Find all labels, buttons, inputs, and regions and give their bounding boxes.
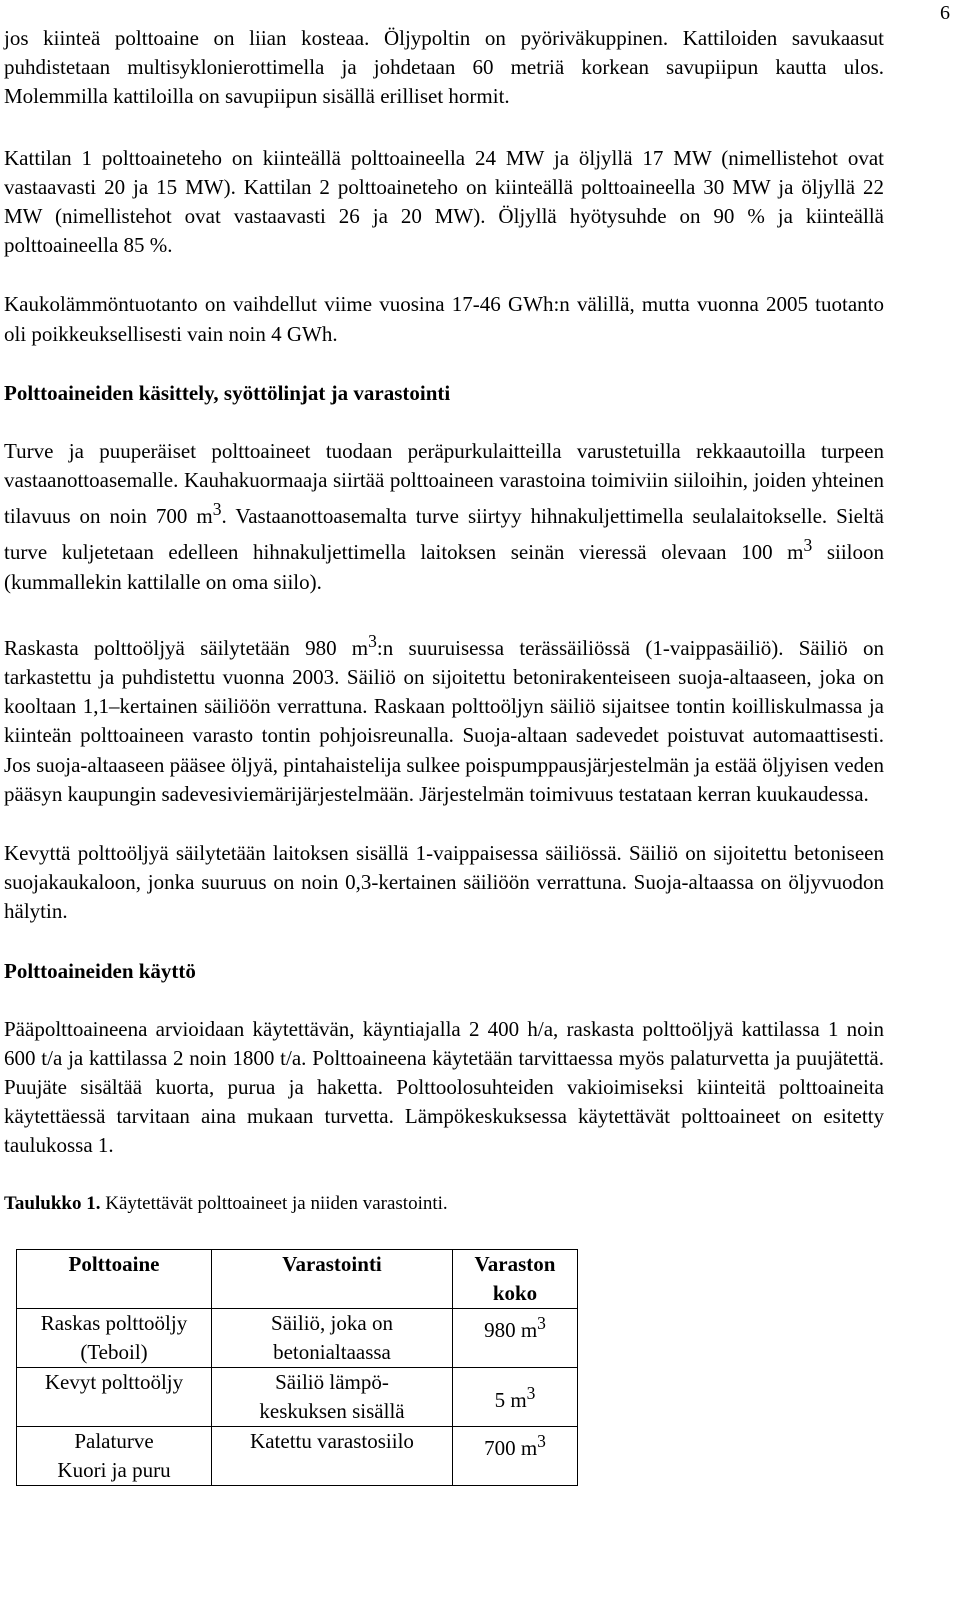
paragraph-light-oil: Kevyttä polttoöljyä säilytetään laitoksen sisällä 1-vaippaisessa säiliössä. Säiliö on sijoitettu betoniseen suojakaukaloon, jonka suuruus on noin 0,3-kertainen säiliöön verrattuna. Suoja-altaassa on öljyvuodon hälytin.: [4, 841, 884, 924]
cell-fuel: [17, 1308, 212, 1367]
paragraph-peat-delivery: [4, 437, 884, 597]
text-segment: Raskasta polttoöljyä säilytetään 980 m: [4, 635, 369, 660]
caption-text: Käytettävät polttoaineet ja niiden varastointi.: [100, 1192, 448, 1214]
cell-line: Raskas polttoöljy: [40, 1310, 188, 1335]
paragraph-heavy-oil: [4, 627, 884, 809]
cell-size: [453, 1308, 578, 1367]
paragraph-district-heat: Kaukolämmöntuotanto on vaihdellut viime vuosina 17-46 GWh:n välillä, mutta vuonna 2005 tuotanto oli poikkeuksellisesti vain noin 4 GWh.: [4, 292, 884, 346]
cell-line: keskuksen sisällä: [259, 1398, 405, 1423]
paragraph-boiler-flue: jos kiinteä polttoaine on liian kosteaa. Öljypoltin on pyöriväkuppinen. Kattiloiden savukaasut puhdistetaan multisyklonierottimella ja johdetaan 60 metriä korkean savupiipun kautta ulos. Molemmilla kattiloilla on savupiipun sisällä erilliset hormit.: [4, 26, 884, 109]
text-segment: :n suuruisessa terässäiliössä (1-vaippasäiliö). Säiliö on tarkastettu ja puhdistettu vuonna 2003. Säiliö on sijoitettu betonirakenteiseen suoja-altaaseen, joka on kooltaan 1,1–kertainen säiliöön verrattuna. Raskaan polttoöljyn säiliö sijaitsee tontin koilliskulmassa ja kiinteän polttoaineen varasto tontin pohjoisreunalla. Suoja-altaan sadevedet poistuvat automaattisesti. Jos suoja-altaaseen pääsee öljyä, pintahaistelija sulkee poispumppausjärjestelmän ja estää öljyisen veden pääsyn kaupungin sadevesiviemärijärjestelmään. Järjestelmän toimivuus testataan kerran kuukaudessa.: [4, 635, 884, 806]
cell-storage: [212, 1367, 453, 1426]
table-row: [17, 1367, 578, 1426]
heading-fuel-usage: Polttoaineiden käyttö: [4, 958, 196, 983]
table-header-row: [17, 1249, 578, 1308]
paragraph-fuel-usage: Pääpolttoaineena arvioidaan käytettävän, käyntiajalla 2 400 h/a, raskasta polttoöljyä kattilassa 1 noin 600 t/a ja kattilassa 2 noin 1800 t/a. Polttoaineena käytetään tarvittaessa myös palaturvetta ja puujätettä. Puujäte sisältää kuorta, purua ja haketta. Polttoolosuhteiden vakioimiseksi kiinteitä polttoaineita käytettäessä tarvitaan aina mukaan turvetta. Lämpökeskuksessa käytettävät polttoaineet on esitetty taulukossa 1.: [4, 1016, 884, 1158]
header-storage: Varastointi: [212, 1249, 453, 1308]
text-segment: siiloon (kummallekin kattilalle on oma siilo).: [4, 540, 884, 594]
cell-value: 700 m: [484, 1435, 538, 1460]
cell-size: [453, 1426, 578, 1485]
superscript: 3: [803, 535, 813, 556]
cell-fuel: [17, 1367, 212, 1426]
paragraph-boiler-capacity: Kattilan 1 polttoaineteho on kiinteällä polttoaineella 24 MW ja öljyllä 17 MW (nimellistehot ovat vastaavasti 20 ja 15 MW). Kattilan 2 polttoaineteho on kiinteällä polttoaineella 30 MW ja öljyllä 22 MW (nimellistehot ovat vastaavasti 26 ja 20 MW). Öljyllä hyötysuhde on 90 % ja kiinteällä polttoaineella 85 %.: [4, 145, 884, 258]
cell-line: Katettu varastosiilo: [250, 1428, 414, 1453]
table-caption: [4, 1191, 884, 1217]
cell-line: (Teboil): [80, 1339, 148, 1364]
heading-fuel-handling: Polttoaineiden käsittely, syöttölinjat ja varastointi: [4, 380, 451, 405]
caption-label: Taulukko 1.: [4, 1192, 101, 1214]
page-number: 6: [940, 2, 950, 24]
text-segment: . Vastaanottoasemalta turve siirtyy hihnakuljettimella seulalaitokselle. Sieltä turve kuljetetaan edelleen hihnakuljettimella laitoksen seinän vieressä olevaan 100 m: [4, 504, 884, 565]
fuel-table: [16, 1249, 578, 1486]
superscript: 3: [212, 499, 222, 520]
superscript: 3: [526, 1382, 536, 1403]
text-segment: Turve ja puuperäiset polttoaineet tuodaan peräpurkulaitteilla varustetuilla rekkaautoilla turpeen vastaanottoasemalle. Kauhakuormaaja siirtää polttoaineen varastoina toimiviin siiloihin, joiden yhteinen tilavuus on noin 700 m: [4, 438, 884, 529]
cell-line: Säiliö lämpö-: [275, 1369, 389, 1394]
cell-value: 980 m: [484, 1317, 538, 1342]
cell-fuel: [17, 1426, 212, 1485]
table-row: [17, 1426, 578, 1485]
header-fuel: Polttoaine: [17, 1249, 212, 1308]
cell-line: Kevyt polttoöljy: [44, 1369, 184, 1394]
cell-value: 5 m: [494, 1387, 527, 1412]
superscript: 3: [368, 630, 377, 651]
cell-storage: [212, 1308, 453, 1367]
cell-size: [453, 1367, 578, 1426]
document-page: [4, 24, 884, 1486]
cell-line: Kuori ja puru: [57, 1457, 171, 1482]
superscript: 3: [537, 1430, 546, 1451]
cell-line: Palaturve: [74, 1428, 154, 1453]
superscript: 3: [537, 1312, 546, 1333]
table-row: [17, 1308, 578, 1367]
cell-line: Säiliö, joka on: [271, 1310, 393, 1335]
header-size: Varaston koko: [453, 1249, 578, 1308]
cell-line: betonialtaassa: [273, 1339, 391, 1364]
cell-storage: [212, 1426, 453, 1485]
